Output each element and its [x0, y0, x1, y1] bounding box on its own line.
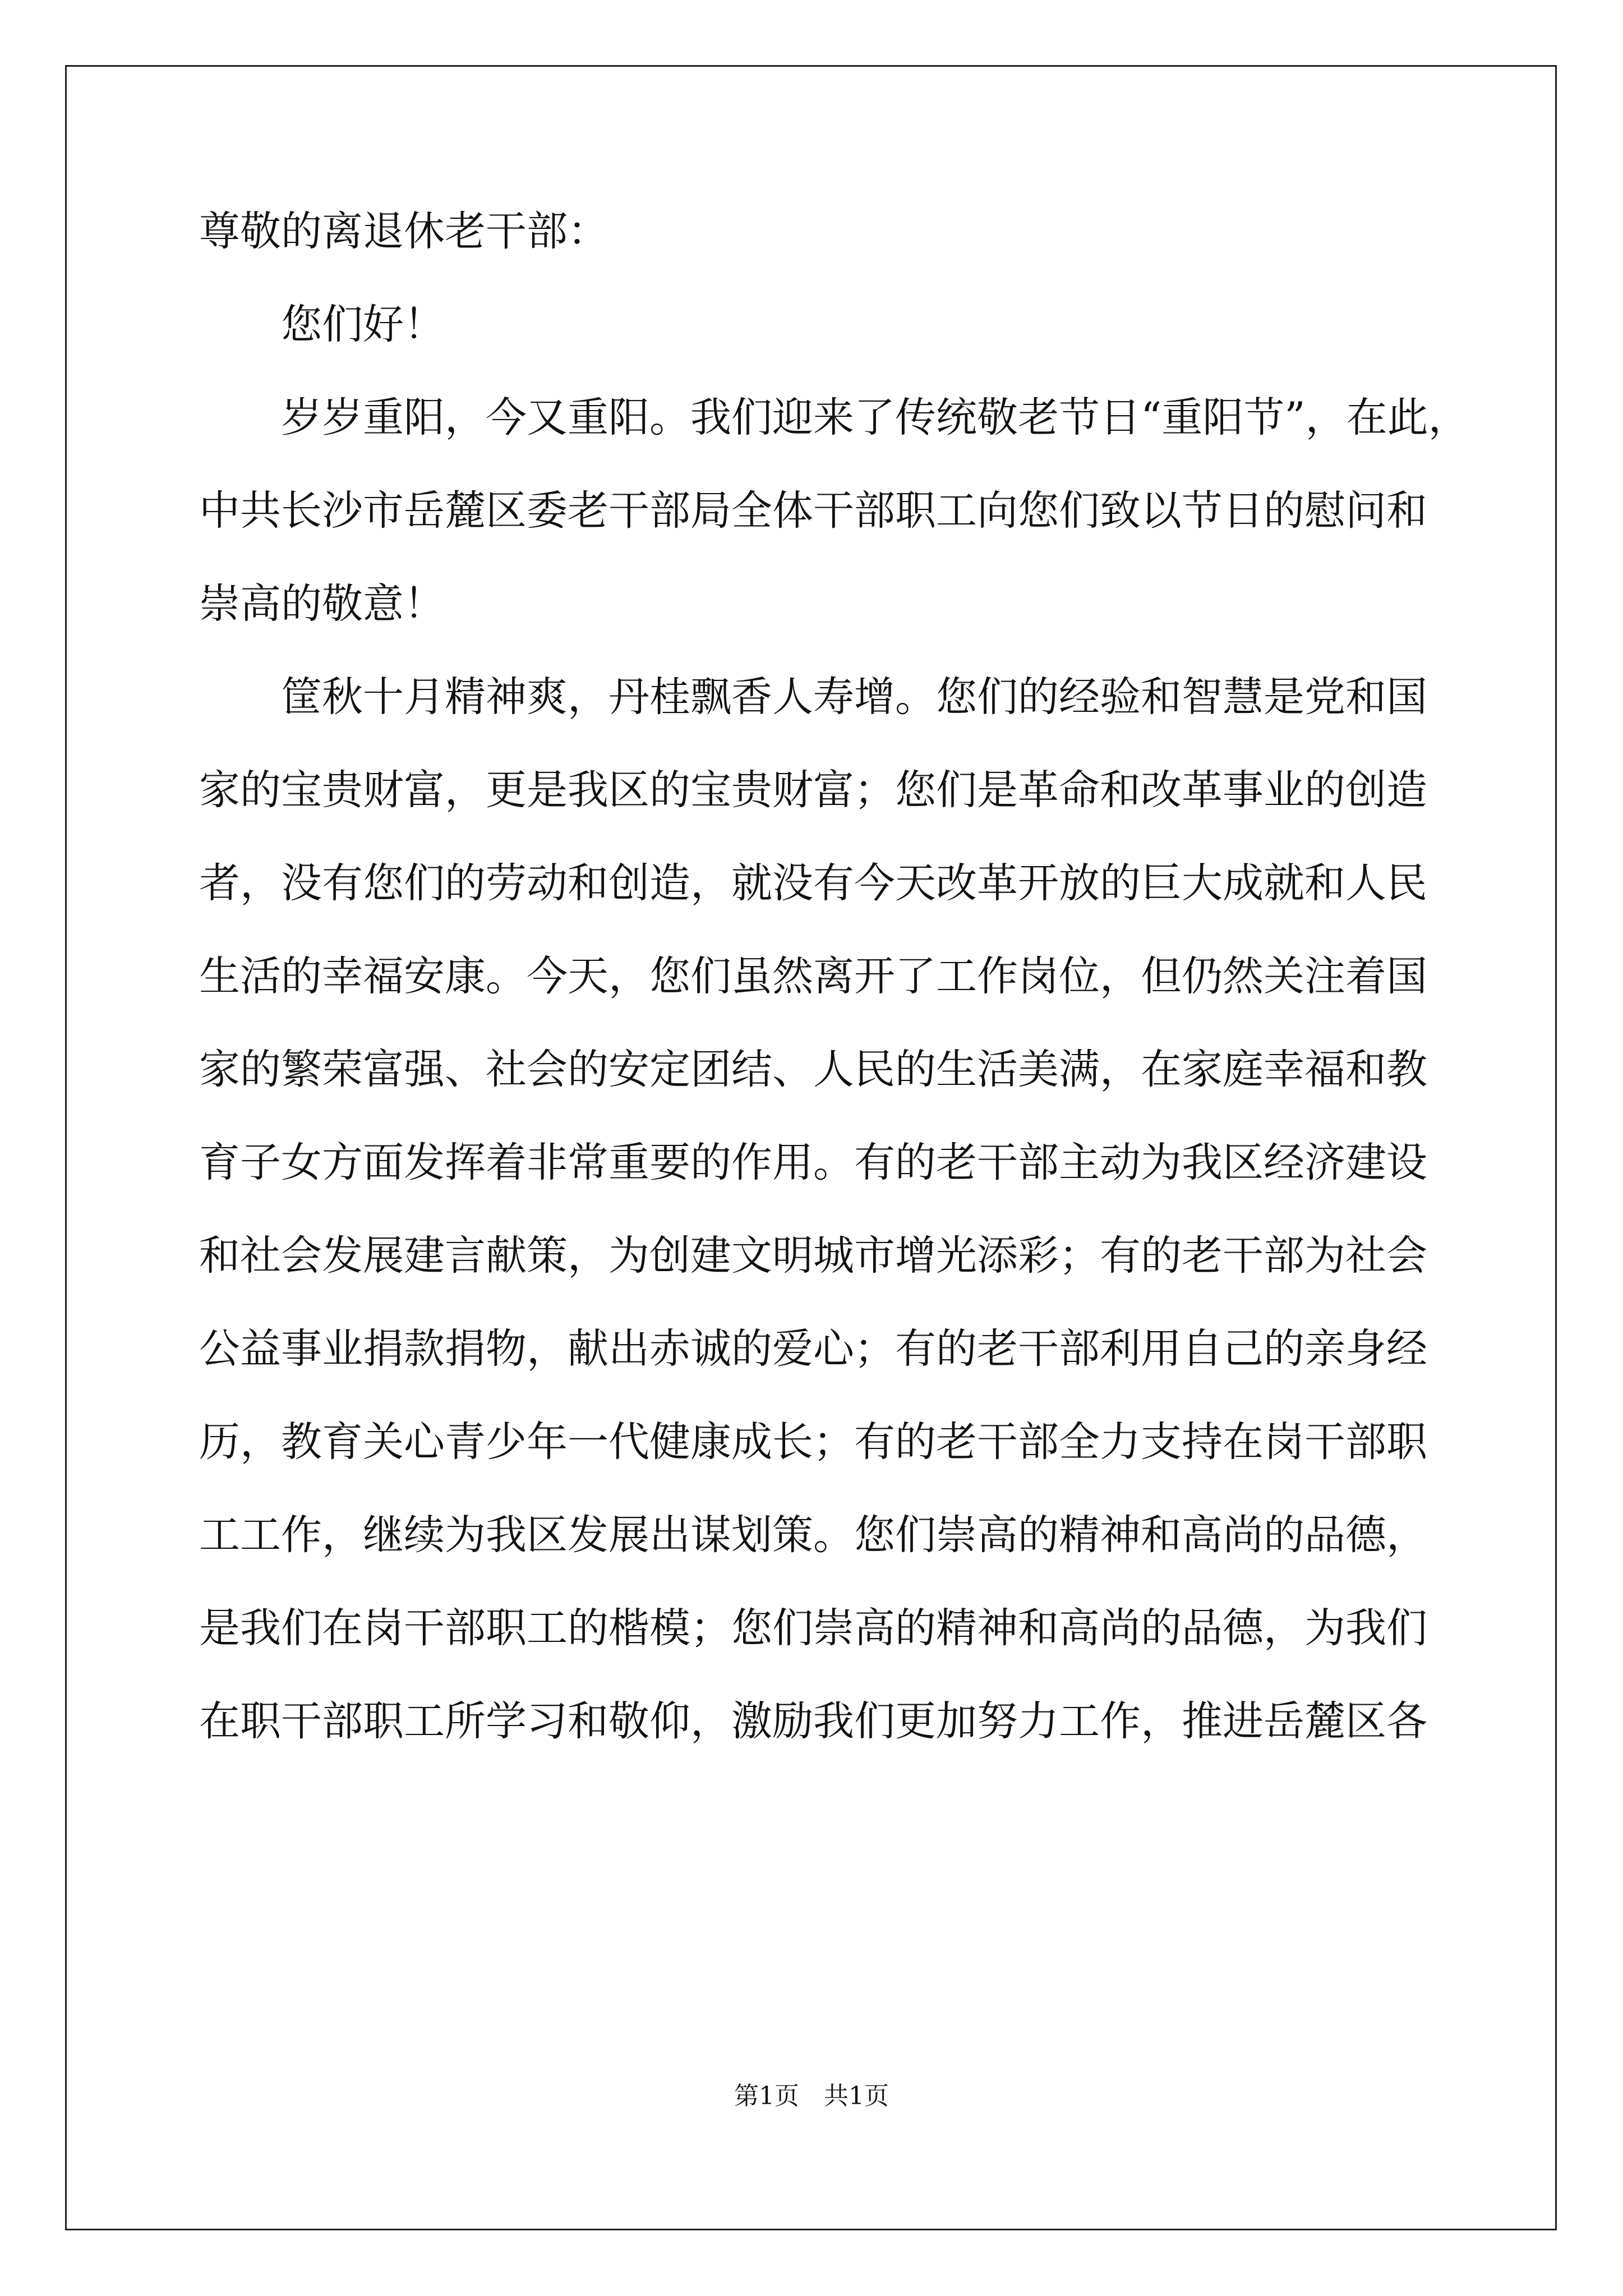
- salutation-line: 尊敬的离退休老干部：: [199, 208, 608, 255]
- text-line: 公益事业捐款捐物，献出赤诚的爱心；有的老干部利用自己的亲身经: [199, 1325, 1427, 1373]
- text-line: 家的宝贵财富，更是我区的宝贵财富；您们是革命和改革事业的创造: [199, 766, 1427, 814]
- page-number: 第1页 共1页: [734, 2082, 889, 2110]
- text-line: 岁岁重阳，今又重阳。我们迎来了传统敬老节日“重阳节”，在此，: [281, 394, 1469, 441]
- text-line: 历，教育关心青少年一代健康成长；有的老干部全力支持在岗干部职: [199, 1418, 1427, 1466]
- letter-body: [199, 185, 1469, 1768]
- text-line: 家的繁荣富强、社会的安定团结、人民的生活美满，在家庭幸福和教: [199, 1046, 1427, 1093]
- greeting-line: 您们好！: [281, 301, 445, 348]
- text-line: 是我们在岗干部职工的楷模；您们崇高的精神和高尚的品德，为我们: [199, 1604, 1427, 1652]
- text-line: 崇高的敬意！: [199, 580, 445, 628]
- text-line: 筐秋十月精神爽，丹桂飘香人寿增。您们的经验和智慧是党和国: [281, 673, 1427, 721]
- text-line: 育子女方面发挥着非常重要的作用。有的老干部主动为我区经济建设: [199, 1139, 1427, 1186]
- text-line: 生活的幸福安康。今天，您们虽然离开了工作岗位，但仍然关注着国: [199, 953, 1427, 1000]
- text-line: 工工作，继续为我区发展出谋划策。您们崇高的精神和高尚的品德，: [199, 1511, 1427, 1559]
- text-line: 在职干部职工所学习和敬仰，激励我们更加努力工作，推进岳麓区各: [199, 1697, 1427, 1745]
- text-line: 和社会发展建言献策，为创建文明城市增光添彩；有的老干部为社会: [199, 1232, 1427, 1280]
- text-line: 者，没有您们的劳动和创造，就没有今天改革开放的巨大成就和人民: [199, 859, 1427, 907]
- text-line: 中共长沙市岳麓区委老干部局全体干部职工向您们致以节日的慰问和: [199, 487, 1427, 535]
